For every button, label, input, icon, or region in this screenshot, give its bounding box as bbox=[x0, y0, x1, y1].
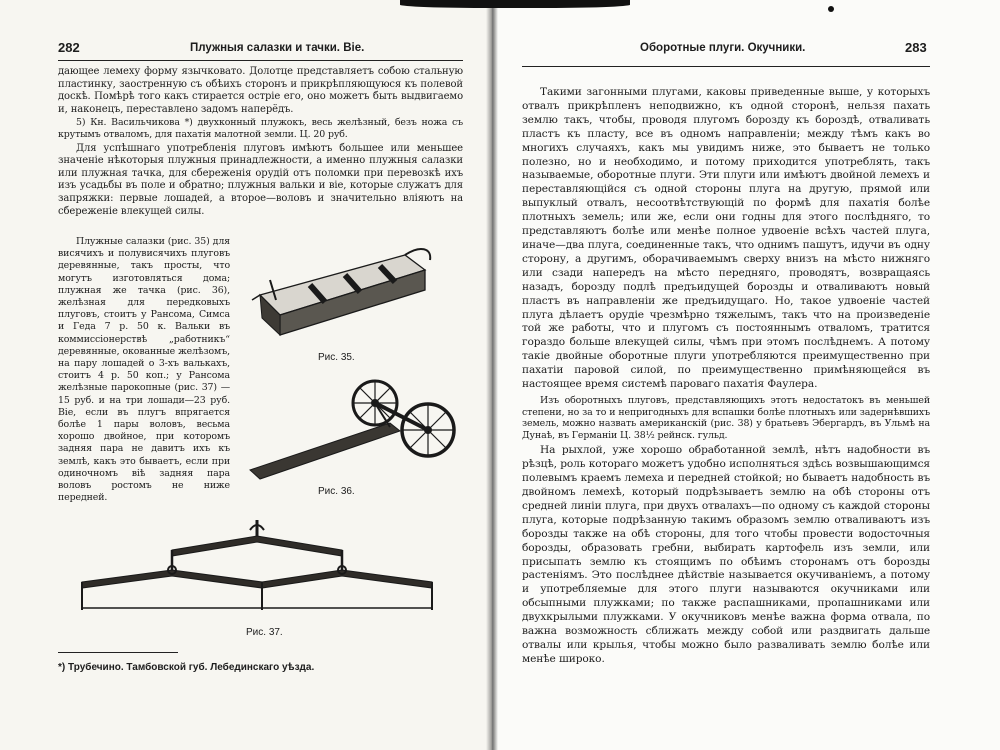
figure-35-caption: Рис. 35. bbox=[318, 352, 355, 363]
left-text-top bbox=[58, 66, 463, 218]
left-page bbox=[0, 0, 492, 750]
paragraph: Плужные салазки (рис. 35) для висячихъ и полувисячихъ плуговъ деревянные, такъ просты, что могутъ изготовляться дома; плужная же тачка (рис. 36), желѣзная для передковыхъ плуговъ, стоитъ у Рансома, Симса и Геда 7 р. 50 к. Вальки въ коммиссіонерствѣ „работникъ“ деревянные, окованные желѣзомъ, на пару лошадей о 3-хъ валькахъ, стоитъ 4 р. 50 коп.; у Рансома желѣзные парокопные (рис. 37) — 15 руб. и на три лошади—23 руб. Віе, если въ плугъ впрягается болѣе 1 пары воловъ, весьма хорошо двойное, при которомъ задняя пара не давитъ ихъ къ землѣ, какъ это бываетъ, если при одиночномъ віѣ задняя пара воловъ ростомъ не ниже передней. bbox=[58, 236, 230, 504]
page-number-right: 283 bbox=[905, 40, 927, 55]
paragraph: Такими загонными плугами, каковы приведенные выше, у которыхъ отвалъ прикрѣпленъ неподвижно, къ одной сторонѣ, нельзя пахать землю такъ, чтобы, проводя плугомъ борозду къ бороздѣ, отваливать пластъ къ пласту, все въ одномъ направленіи; между тѣмъ какъ во многихъ случаяхъ, какъ мы увидимъ ниже, это бываетъ не только полезно, но и необходимо, и потому приходится употреблять, такъ называемые, оборотные плуги. Эти плуги или имѣютъ двойной лемехъ и переставляющійся съ одной стороны плуга на другую, прямой или выпуклый отвалъ, несоотвѣтствующій по формѣ для пахатія болѣе плотныхъ земель; или же, если они годны для этого послѣдняго, то представляютъ болѣе или менѣе полное удвоеніе всѣхъ частей плуга, иначе—два плуга, соединенные такъ, что однимъ пашутъ, идучи въ одну сторону, а другимъ, оборачиваемымъ сверху внизъ на мѣсто нижняго или сзади напередъ на мѣсто передняго, проводятъ, возвращаясь назадъ, борозду подлѣ предъидущей борозды и отваливаютъ новый пластъ въ направленіи же предъидущаго. Но, такое удвоеніе частей плуга дѣлаетъ орудіе чрезмѣрно тяжелымъ, такъ что на произведеніе той же работы, что и плугомъ съ постояннымъ отваломъ, тратится гораздо больше влекущей силы, чѣмъ при этомъ послѣднемъ. А потому такіе двойные оборотные плуги употребляются преимущественно при пахатіи паровой силой, по преимущественно примѣняющейся въ настоящее время системѣ пароваго пахатія Фаулера. bbox=[522, 86, 930, 391]
paragraph: На рыхлой, уже хорошо обработанной землѣ, нѣтъ надобности въ рѣзцѣ, роль котораго можетъ удобно исполняться здѣсь возвышающимся полевымъ краемъ лемеха и передней стойкой; но бываетъ надобность въ двойномъ лемехѣ, который подрѣзываетъ землю на обѣ стороны отъ средней линіи плуга, при двухъ отвалахъ—по одному съ каждой стороны плуга, которые подрѣзанную такимъ образомъ землю отваливаютъ изъ борозды также на обѣ стороны, для того чтобы провести водосточныя борозды, образовать гребни, выбирать картофель изъ земли, или присыпать землю къ стоящимъ по обѣимъ сторонамъ отъ борозды растеніямъ. Это послѣднее дѣйствіе называется окучиваніемъ, а потому и употребляемые для этого плуги называются окучниками или обсыпными плужками; по также распашниками, пропашниками или двухкрылыми плужками. У окучниковъ менѣе важна форма отвала, по важна возможность сближать между собой или раздвигать дальше отвалы или крылья, чтобы можно было разваливать землю болѣе или менѣе широко. bbox=[522, 444, 930, 665]
paragraph: 5) Кн. Васильчикова *) двухконный плужокъ, весь желѣзный, безъ ножа съ крутымъ отваломъ, для пахатія малотной земли. Ц. 20 руб. bbox=[58, 117, 463, 140]
figure-35-sledge bbox=[240, 240, 450, 350]
book-gutter bbox=[486, 0, 498, 750]
header-rule-right bbox=[522, 66, 930, 67]
running-title-left: Плужныя салазки и тачки. Віе. bbox=[190, 42, 365, 54]
page-number-left: 282 bbox=[58, 40, 80, 55]
footnote-rule bbox=[58, 652, 178, 653]
figure-37-swingletrees bbox=[72, 520, 452, 620]
paragraph: Для успѣшнаго употребленія плуговъ имѣютъ большее или меньшее значеніе нѣкоторыя плужныя принадлежности, а именно плужныя салазки или плужная тачка, для сбереженія орудій отъ поломки при перевозкѣ ихъ изъ усадьбы въ поле и обратно; плужныя вальки и віе, которые служатъ для запряжки: первые лошадей, а второе—воловъ и значительно вліяютъ на сбереженіе влекущей силы. bbox=[58, 142, 463, 217]
header-rule-left bbox=[58, 60, 463, 61]
right-page bbox=[492, 0, 1000, 750]
left-narrow-column bbox=[58, 236, 230, 504]
figure-36-plough-cart bbox=[240, 375, 460, 485]
ink-spot bbox=[828, 6, 834, 12]
figure-36-caption: Рис. 36. bbox=[318, 486, 355, 497]
right-text bbox=[522, 86, 930, 667]
figure-37-caption: Рис. 37. bbox=[246, 627, 283, 638]
binding-shadow bbox=[400, 0, 630, 8]
footnote: *) Трубечино. Тамбовской губ. Лебединскаго уѣзда. bbox=[58, 662, 315, 673]
running-title-right: Оборотные плуги. Окучники. bbox=[640, 42, 806, 54]
paragraph: Изъ оборотныхъ плуговъ, представляющихъ этотъ недостатокъ въ меньшей степени, но за то и непригодныхъ для вспашки болѣе плотныхъ или задернѣвшихъ земель, можно назвать американскій (рис. 38) у братьевъ Эбергардъ, въ Ульмѣ на Дунаѣ, въ Германіи Ц. 38½ рейнск. гульд. bbox=[522, 394, 930, 441]
paragraph: дающее лемеху форму язычковато. Долотце представляетъ собою стальную пластинку, заостренную съ обѣихъ сторонъ и прикрѣпляющуюся къ полевой доскѣ. Помѣрѣ того какъ стирается острiе его, оно можетъ быть выдвигаемо и, наконецъ, переставлено задомъ наперёдъ. bbox=[58, 66, 463, 115]
